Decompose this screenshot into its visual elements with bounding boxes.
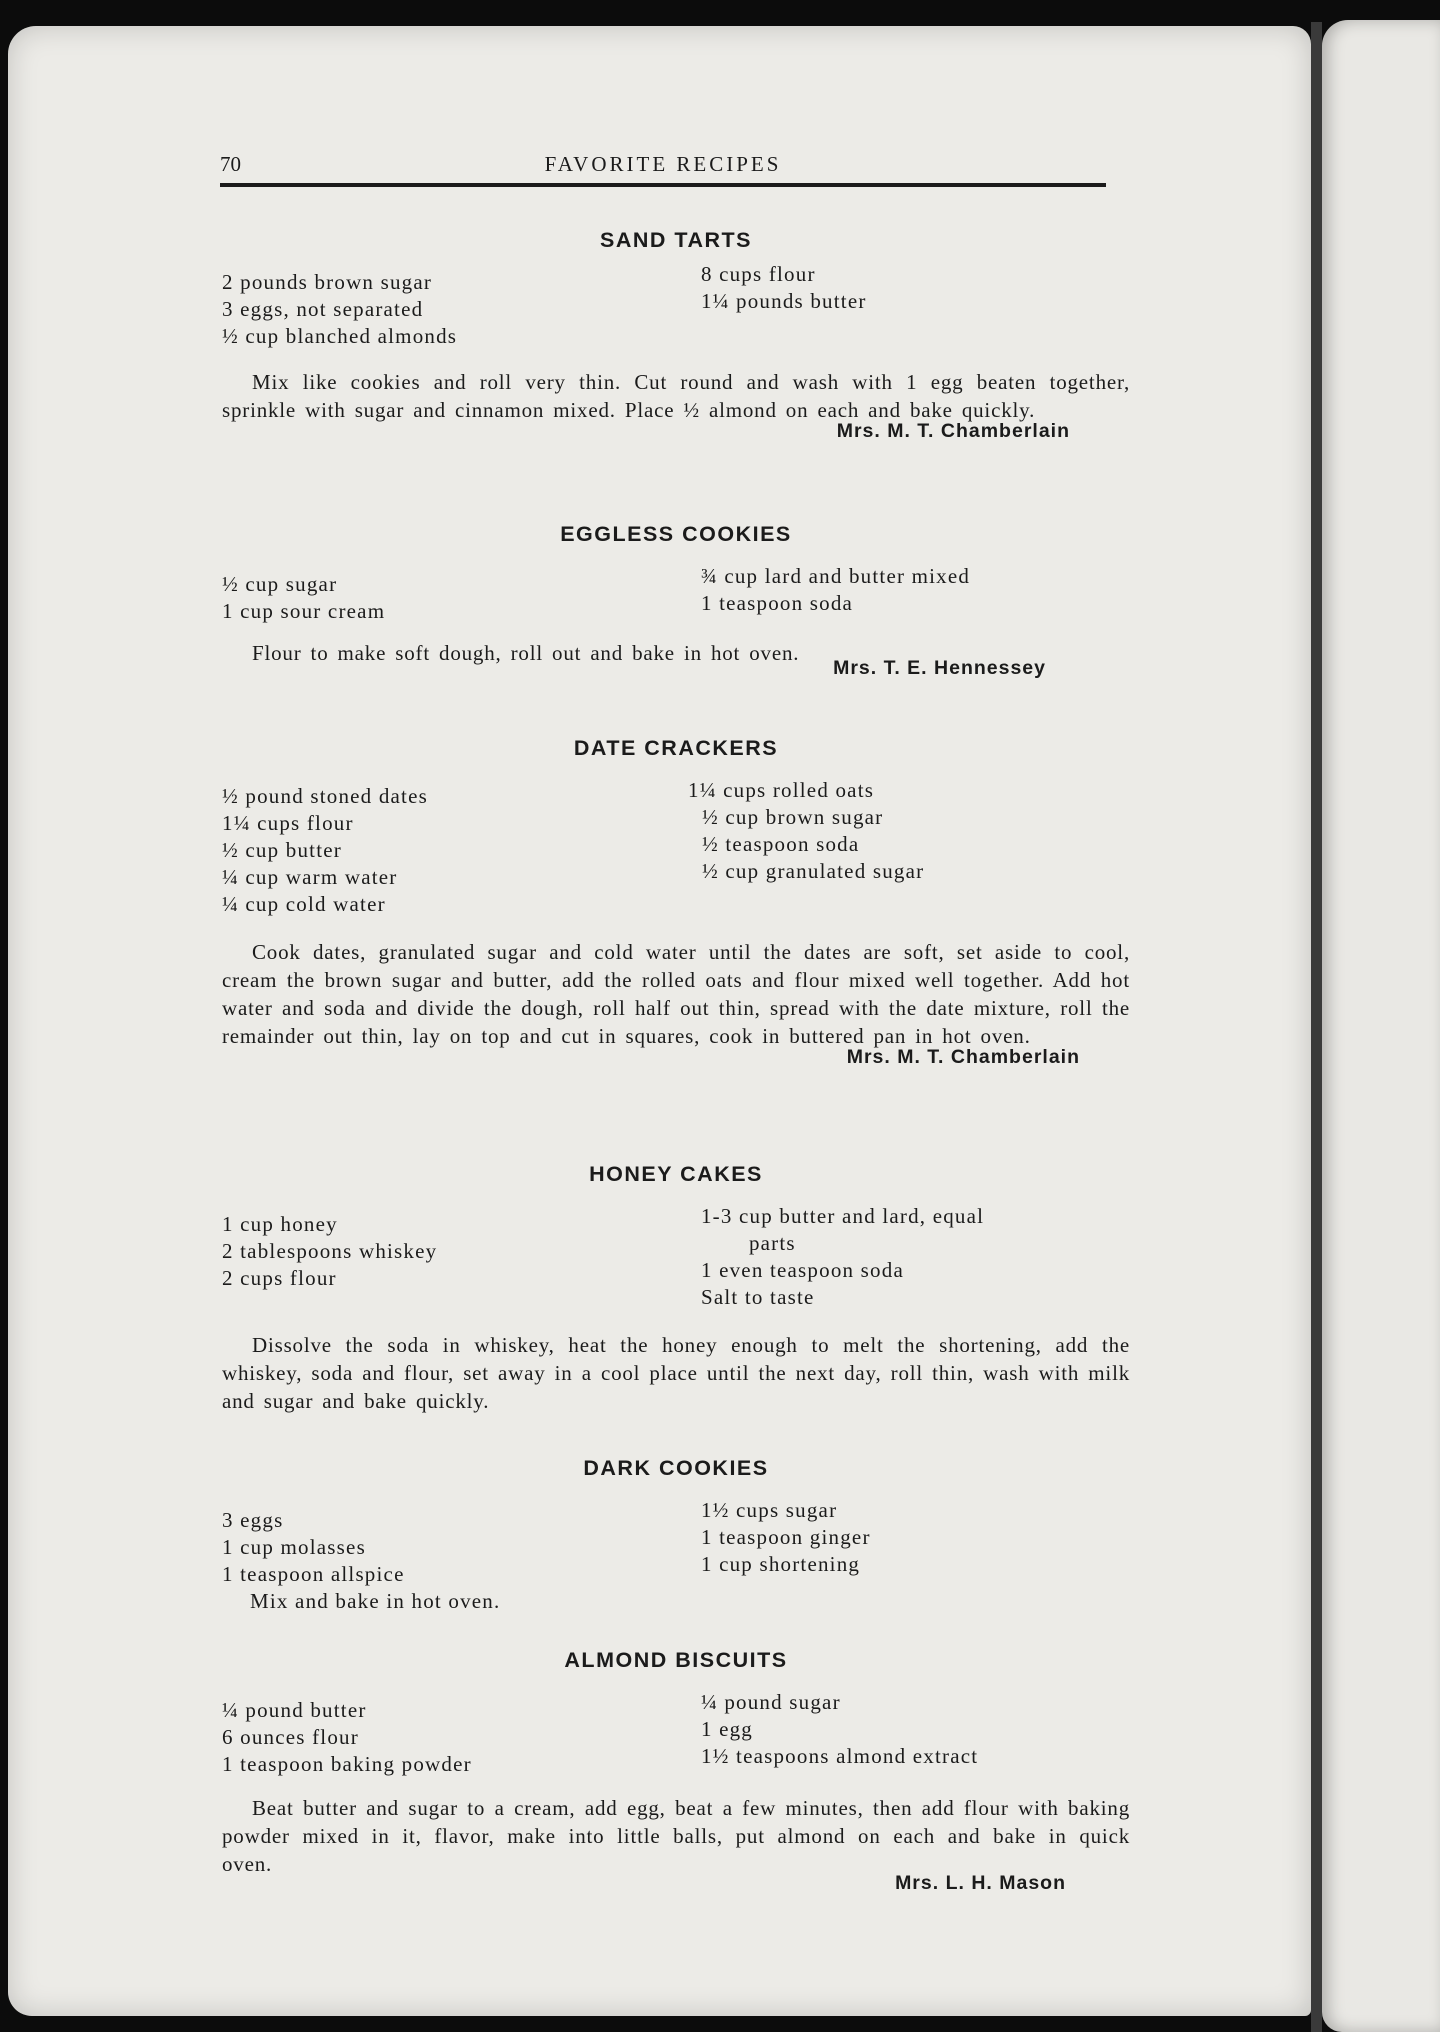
- recipe-directions: Mix like cookies and roll very thin. Cut round and wash with 1 egg beaten together, sprinkle with sugar and cinnamon mixed. Place ½ almond on each and bake quickly.: [222, 370, 1130, 422]
- ingredient: 1½ teaspoons almond extract: [700, 1744, 979, 1768]
- recipe-almond-biscuits: [222, 1648, 1130, 1895]
- ingredient: ½ cup blanched almonds: [222, 324, 458, 348]
- ingredient: 2 tablespoons whiskey: [222, 1239, 438, 1263]
- ingredient: 1 cup honey: [222, 1212, 338, 1236]
- recipe-eggless-cookies: [222, 522, 1130, 680]
- recipe-directions: Cook dates, granulated sugar and cold water until the dates are soft, set aside to cool, cream the brown sugar and butter, add the rolled oats and flour mixed well together. Add hot water and soda and divide the dough, roll half out thin, spread with the date mixture, roll the remainder out thin, lay on top and cut in squares, cook in buttered pan in hot oven.: [222, 940, 1130, 1048]
- recipe-title: DARK COOKIES: [583, 1456, 769, 1480]
- ingredient-column-right: [701, 261, 1130, 350]
- ingredient: 1¼ cups flour: [222, 811, 354, 835]
- recipe-directions: Dissolve the soda in whiskey, heat the honey enough to melt the shortening, add the whiskey, soda and flour, set away in a cool place until the next day, roll thin, wash with milk and sugar and bake quickly.: [222, 1333, 1130, 1413]
- recipe-author: Mrs. M. T. Chamberlain: [846, 1046, 1080, 1068]
- running-head: FAVORITE RECIPES: [544, 152, 782, 176]
- recipe-directions: Mix and bake in hot oven.: [250, 1589, 501, 1613]
- recipe-author: Mrs. L. H. Mason: [895, 1872, 1066, 1894]
- ingredient-column-left: [222, 1507, 701, 1615]
- ingredient: 1 teaspoon soda: [700, 591, 854, 615]
- ingredient: 1¼ cups rolled oats: [688, 778, 875, 802]
- header-rule: [220, 183, 1106, 187]
- ingredient-column-right: [701, 1203, 1130, 1311]
- ingredient: 6 ounces flour: [222, 1725, 359, 1749]
- ingredient: 1 cup sour cream: [222, 599, 386, 623]
- ingredient: ½ pound stoned dates: [222, 784, 428, 808]
- ingredient-column-left: [222, 783, 702, 918]
- ingredient-column-left: [222, 571, 701, 625]
- ingredient: 1 cup molasses: [222, 1535, 366, 1559]
- book-gutter: [1311, 22, 1322, 2032]
- page-header: [220, 148, 1106, 188]
- recipe-title: HONEY CAKES: [589, 1162, 763, 1186]
- ingredient-column-left: [222, 1697, 701, 1778]
- recipe-title: SAND TARTS: [600, 228, 752, 252]
- ingredient: ¼ pound sugar: [700, 1690, 841, 1714]
- ingredient-list: [222, 563, 1130, 625]
- ingredient: Salt to taste: [700, 1285, 815, 1309]
- ingredient-list: [222, 777, 1130, 918]
- ingredient: 1 cup shortening: [700, 1552, 861, 1576]
- recipe-directions: Beat butter and sugar to a cream, add egg, beat a few minutes, then add flour with baking powder mixed in it, flavor, make into little balls, put almond on each and bake in quick oven.: [222, 1796, 1130, 1876]
- ingredient-column-left: [222, 1211, 701, 1311]
- ingredient-column-left: [222, 269, 701, 350]
- ingredient: ½ cup sugar: [222, 572, 338, 596]
- ingredient: 1 teaspoon allspice: [222, 1562, 405, 1586]
- ingredient: ½ cup granulated sugar: [702, 859, 925, 883]
- ingredient: ¼ cup warm water: [222, 865, 398, 889]
- ingredient: ¼ pound butter: [222, 1698, 367, 1722]
- ingredient-list: [222, 1689, 1130, 1778]
- recipe-directions: Flour to make soft dough, roll out and bake in hot oven.: [252, 641, 800, 665]
- ingredient-list: [222, 1497, 1130, 1615]
- ingredient: 1¼ pounds butter: [700, 289, 867, 313]
- ingredient: parts: [748, 1231, 796, 1255]
- ingredient-column-right: [688, 777, 1118, 918]
- ingredient: 8 cups flour: [700, 262, 816, 286]
- recipe-title: ALMOND BISCUITS: [564, 1648, 788, 1672]
- ingredient: 1 even teaspoon soda: [700, 1258, 904, 1282]
- ingredient: 2 cups flour: [222, 1266, 337, 1290]
- ingredient: 1-3 cup butter and lard, equal: [700, 1204, 985, 1228]
- ingredient: 1 teaspoon ginger: [700, 1525, 871, 1549]
- ingredient: ¾ cup lard and butter mixed: [700, 564, 971, 588]
- ingredient-column-right: [701, 1689, 1130, 1778]
- ingredient: 1½ cups sugar: [700, 1498, 838, 1522]
- ingredient: 1 egg: [700, 1717, 754, 1741]
- ingredient-column-right: [701, 1497, 1130, 1615]
- recipe-honey-cakes: [222, 1162, 1130, 1415]
- ingredient-list: [222, 1203, 1130, 1311]
- ingredient: 3 eggs: [222, 1508, 284, 1532]
- ingredient: ½ cup brown sugar: [702, 805, 884, 829]
- recipe-title: EGGLESS COOKIES: [560, 522, 792, 546]
- recipe-author: Mrs. T. E. Hennessey: [833, 657, 1046, 679]
- ingredient: 1 teaspoon baking powder: [222, 1752, 472, 1776]
- ingredient: ¼ cup cold water: [222, 892, 386, 916]
- recipe-dark-cookies: [222, 1456, 1130, 1615]
- page-number: 70: [220, 152, 241, 176]
- ingredient: 2 pounds brown sugar: [222, 270, 433, 294]
- recipe-title: DATE CRACKERS: [573, 736, 779, 760]
- ingredient-column-right: [701, 563, 1130, 625]
- ingredient: ½ teaspoon soda: [702, 832, 860, 856]
- ingredient: 3 eggs, not separated: [222, 297, 424, 321]
- recipe-date-crackers: [222, 736, 1130, 1069]
- adjacent-page-edge: [1322, 20, 1440, 2032]
- ingredient-list: [222, 262, 1130, 350]
- ingredient: ½ cup butter: [222, 838, 342, 862]
- recipe-author: Mrs. M. T. Chamberlain: [836, 420, 1070, 442]
- recipe-sand-tarts: [222, 228, 1130, 443]
